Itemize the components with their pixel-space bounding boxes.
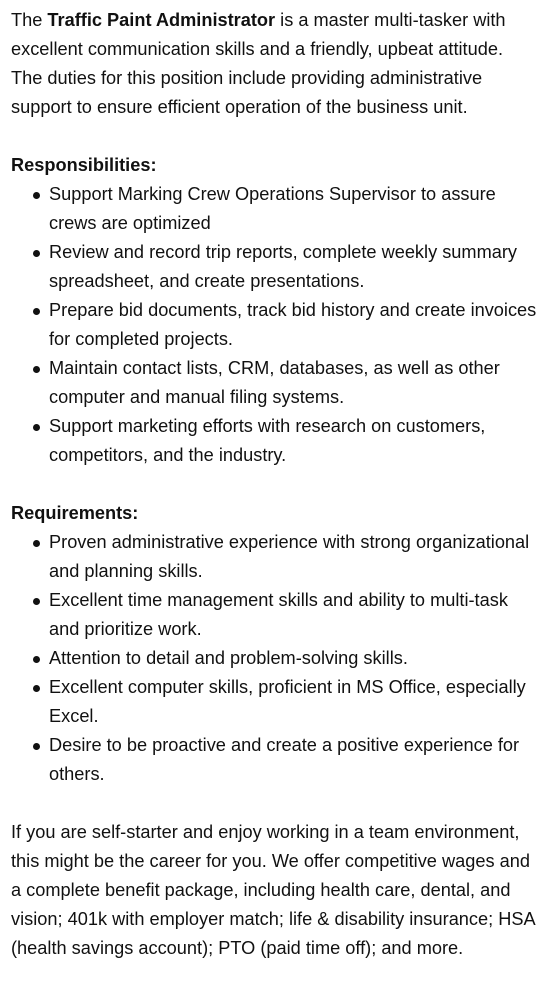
bullet-icon	[33, 366, 40, 373]
intro-paragraph	[11, 6, 539, 122]
bullet-icon	[33, 598, 40, 605]
list-item-text: Support Marking Crew Operations Supervisor to assure crews are optimized	[49, 184, 496, 233]
list-item	[11, 296, 539, 354]
list-item-text: Prepare bid documents, track bid history and create invoices for completed projects.	[49, 300, 537, 349]
bullet-icon	[33, 424, 40, 431]
list-item	[11, 731, 539, 789]
list-item-text: Maintain contact lists, CRM, databases, as well as other computer and manual filing systems.	[49, 358, 500, 407]
bullet-icon	[33, 656, 40, 663]
list-item-text: Attention to detail and problem-solving skills.	[49, 648, 408, 668]
list-item	[11, 673, 539, 731]
requirements-heading: Requirements:	[11, 503, 139, 523]
closing-paragraph: If you are self-starter and enjoy working in a team environment, this might be the career for you. We offer competitive wages and a complete benefit package, including health care, dental, and vision; 401k with employer match; life & disability insurance; HSA (health savings account); PTO (paid time off); and more.	[11, 822, 535, 958]
intro-prefix: The	[11, 10, 48, 30]
list-item	[11, 412, 539, 470]
bullet-icon	[33, 308, 40, 315]
bullet-icon	[33, 685, 40, 692]
list-item	[11, 528, 539, 586]
list-item	[11, 354, 539, 412]
intro-text: is a master multi-tasker with excellent communication skills and a friendly, upbeat attitude. The duties for this position include providing administrative support to ensure efficient operation of the business unit.	[11, 10, 506, 117]
list-item	[11, 238, 539, 296]
requirements-list	[11, 528, 539, 789]
bullet-icon	[33, 743, 40, 750]
bullet-icon	[33, 192, 40, 199]
list-item-text: Review and record trip reports, complete weekly summary spreadsheet, and create presentations.	[49, 242, 517, 291]
list-item	[11, 644, 539, 673]
job-title: Traffic Paint Administrator	[47, 10, 276, 30]
list-item	[11, 586, 539, 644]
bullet-icon	[33, 250, 40, 257]
list-item-text: Excellent computer skills, proficient in MS Office, especially Excel.	[49, 677, 526, 726]
bullet-icon	[33, 540, 40, 547]
list-item-text: Support marketing efforts with research on customers, competitors, and the industry.	[49, 416, 486, 465]
list-item-text: Proven administrative experience with strong organizational and planning skills.	[49, 532, 530, 581]
responsibilities-heading: Responsibilities:	[11, 155, 157, 175]
list-item	[11, 180, 539, 238]
responsibilities-list	[11, 180, 539, 470]
list-item-text: Desire to be proactive and create a positive experience for others.	[49, 735, 520, 784]
list-item-text: Excellent time management skills and ability to multi-task and prioritize work.	[49, 590, 508, 639]
